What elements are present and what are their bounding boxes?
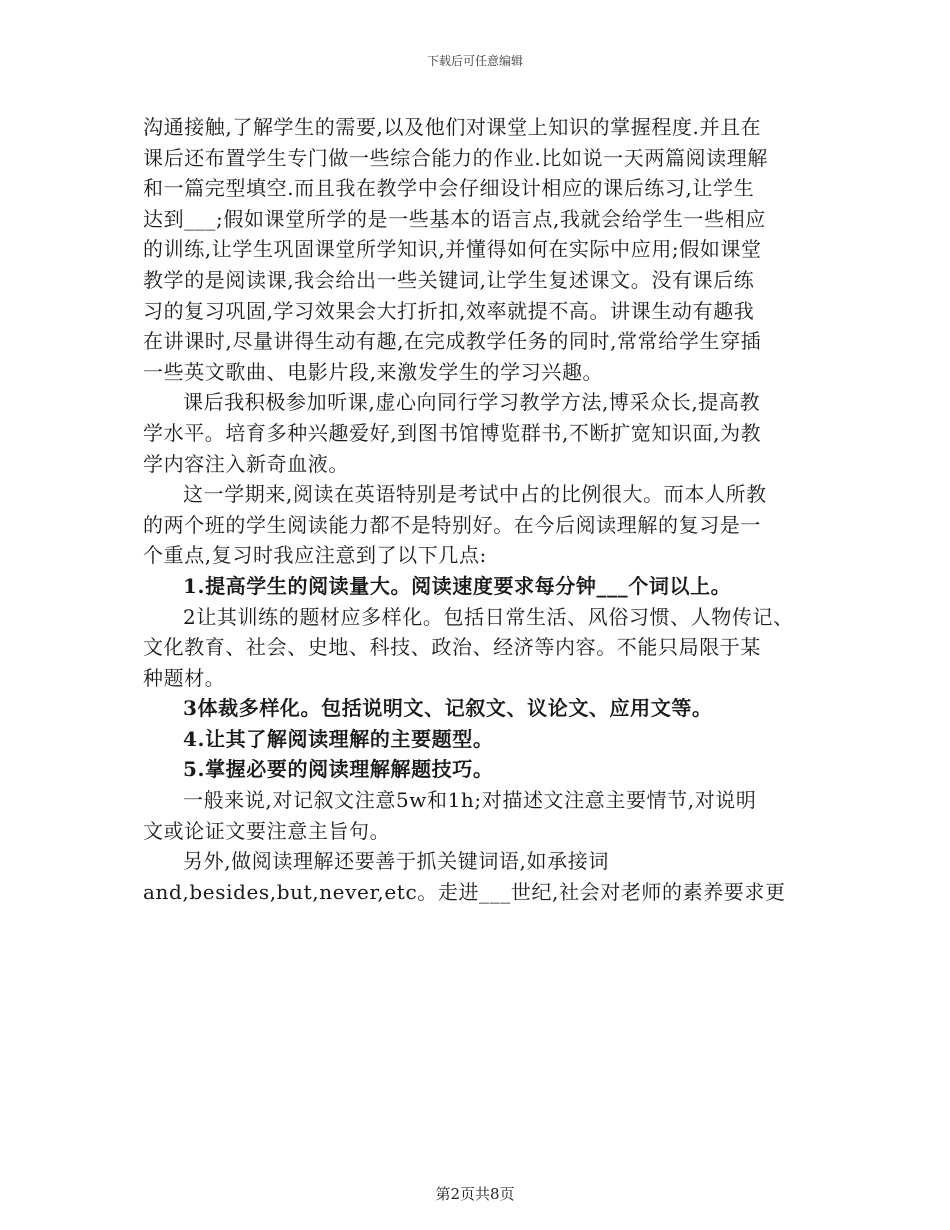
text-line: 文或论证文要注意主旨句。 (143, 818, 391, 843)
text-line: 文化教育、社会、史地、科技、政治、经济等内容。不能只局限于某 (143, 635, 761, 660)
text-line: 沟通接触,了解学生的需要,以及他们对课堂上知识的掌握程度.并且在 (143, 115, 762, 139)
text-line: 5.掌握必要的阅读理解解题技巧。 (183, 757, 494, 782)
text-line: 另外,做阅读理解还要善于抓关键词语,如承接词 (183, 849, 609, 874)
text-line: 3体裁多样化。包括说明文、记叙文、议论文、应用文等。 (183, 696, 713, 721)
text-line: 在讲课时,尽量讲得生动有趣,在完成教学任务的同时,常常给学生穿插 (143, 329, 762, 354)
text-line: 这一学期来,阅读在英语特别是考试中占的比例很大。而本人所教 (183, 482, 767, 507)
text-line: 学内容注入新奇血液。 (143, 451, 349, 476)
text-line: 达到___;假如课堂所学的是一些基本的语言点,我就会给学生一些相应 (143, 206, 766, 231)
text-line: 习的复习巩固,学习效果会大打折扣,效率就提不高。讲课生动有趣我 (143, 298, 755, 323)
text-line: 4.让其了解阅读理解的主要题型。 (183, 726, 494, 751)
text-line: 一般来说,对记叙文注意5w和1h;对描述文注意主要情节,对说明 (183, 788, 757, 813)
page-footer: 第2页共8页 (435, 1185, 515, 1203)
text-line: 学水平。培育多种兴趣爱好,到图书馆博览群书,不断扩宽知识面,为教 (143, 420, 762, 445)
text-line: 的训练,让学生巩固课堂所学知识,并懂得如何在实际中应用;假如课堂 (143, 237, 762, 262)
text-line: 1.提高学生的阅读量大。阅读速度要求每分钟___个词以上。 (183, 573, 732, 598)
text-line: and,besides,but,never,etc。走进___世纪,社会对老师的素养要求更 (143, 879, 786, 904)
document-body (143, 112, 808, 907)
text-line: 种题材。 (143, 665, 226, 690)
text-line: 一些英文歌曲、电影片段,来激发学生的学习兴趣。 (143, 359, 604, 384)
text-line: 个重点,复习时我应注意到了以下几点: (143, 543, 487, 568)
text-line: 课后我积极参加听课,虚心向同行学习教学方法,博采众长,提高教 (183, 390, 761, 415)
text-line: 的两个班的学生阅读能力都不是特别好。在今后阅读理解的复习是一 (143, 512, 761, 537)
text-line: 2让其训练的题材应多样化。包括日常生活、风俗习惯、人物传记、 (183, 604, 794, 629)
text-line: 和一篇完型填空.而且我在教学中会仔细设计相应的课后练习,让学生 (143, 176, 755, 201)
text-line: 课后还布置学生专门做一些综合能力的作业.比如说一天两篇阅读理解 (143, 145, 768, 170)
text-line: 教学的是阅读课,我会给出一些关键词,让学生复述课文。没有课后练 (143, 267, 755, 292)
page-header: 下载后可任意编辑 (426, 54, 523, 68)
